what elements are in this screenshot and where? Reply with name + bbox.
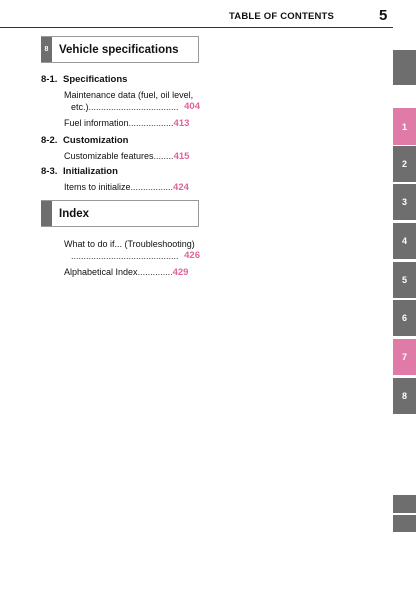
entry-text: Maintenance data (fuel, oil level, — [64, 90, 194, 100]
section-8-heading — [41, 36, 199, 63]
entry-text: etc.) — [71, 102, 89, 112]
side-tab-index-upper[interactable] — [393, 495, 416, 513]
entry-text: What to do if... (Troubleshooting) — [64, 239, 195, 249]
side-tab-5[interactable]: 5 — [393, 262, 416, 298]
toc-entry-maintenance-data[interactable] — [71, 101, 200, 113]
subsection-title: Initialization — [63, 166, 118, 177]
leader-dots: .................. — [128, 118, 174, 128]
toc-entry-customizable-features[interactable] — [64, 150, 200, 163]
subsection-8-1 — [41, 74, 127, 85]
header-title: TABLE OF CONTENTS — [229, 11, 335, 22]
subsection-8-2 — [41, 135, 128, 146]
entry-text: Items to initialize — [64, 182, 131, 192]
subsection-number: 8-1. — [41, 74, 58, 85]
leader-dots: ........ — [153, 151, 174, 161]
page-ref[interactable]: 413 — [173, 118, 190, 129]
entry-text: Customizable features — [64, 151, 154, 161]
subsection-8-3 — [41, 166, 118, 177]
page-ref[interactable]: 424 — [173, 182, 189, 193]
page-ref[interactable]: 426 — [184, 250, 200, 261]
section-8-tab: 8 — [41, 37, 52, 62]
side-tab-2[interactable]: 2 — [393, 146, 416, 182]
side-tab-1[interactable]: 1 — [393, 108, 416, 145]
toc-entry-fuel-information[interactable] — [64, 117, 200, 130]
subsection-number: 8-2. — [41, 135, 58, 146]
subsection-title: Specifications — [63, 74, 128, 85]
subsection-title: Customization — [63, 135, 129, 146]
page-ref[interactable]: 404 — [184, 101, 200, 112]
toc-entry-troubleshooting-line1[interactable] — [64, 238, 200, 250]
leader-dots: .................................... — [88, 102, 179, 112]
toc-entry-alphabetical-index[interactable] — [64, 266, 200, 279]
entry-text: Fuel information — [64, 118, 129, 128]
toc-entry-troubleshooting[interactable] — [71, 250, 200, 262]
side-tab-3[interactable]: 3 — [393, 184, 416, 220]
leader-dots: .............. — [137, 267, 173, 277]
leader-dots: ................. — [130, 182, 174, 192]
side-tab-7[interactable]: 7 — [393, 339, 416, 375]
leader-dots: ........................................... — [71, 251, 179, 261]
side-tab-index-lower[interactable] — [393, 515, 416, 532]
index-heading — [41, 200, 199, 227]
side-tab-8[interactable]: 8 — [393, 378, 416, 414]
index-title: Index — [59, 207, 90, 220]
header-rule — [0, 27, 393, 28]
page-ref[interactable]: 415 — [173, 151, 190, 162]
subsection-number: 8-3. — [41, 166, 58, 177]
side-tab-6[interactable]: 6 — [393, 300, 416, 336]
section-8-title: Vehicle specifications — [59, 43, 179, 56]
page-ref[interactable]: 429 — [172, 267, 189, 278]
page-number: 5 — [379, 7, 388, 24]
side-tab-4[interactable]: 4 — [393, 223, 416, 259]
entry-text: Alphabetical Index — [64, 267, 138, 277]
toc-entry-items-to-initialize[interactable] — [64, 181, 200, 194]
index-tab — [41, 201, 52, 226]
side-tab-blank[interactable] — [393, 50, 416, 85]
toc-entry-maintenance-data-line1[interactable] — [64, 89, 200, 101]
